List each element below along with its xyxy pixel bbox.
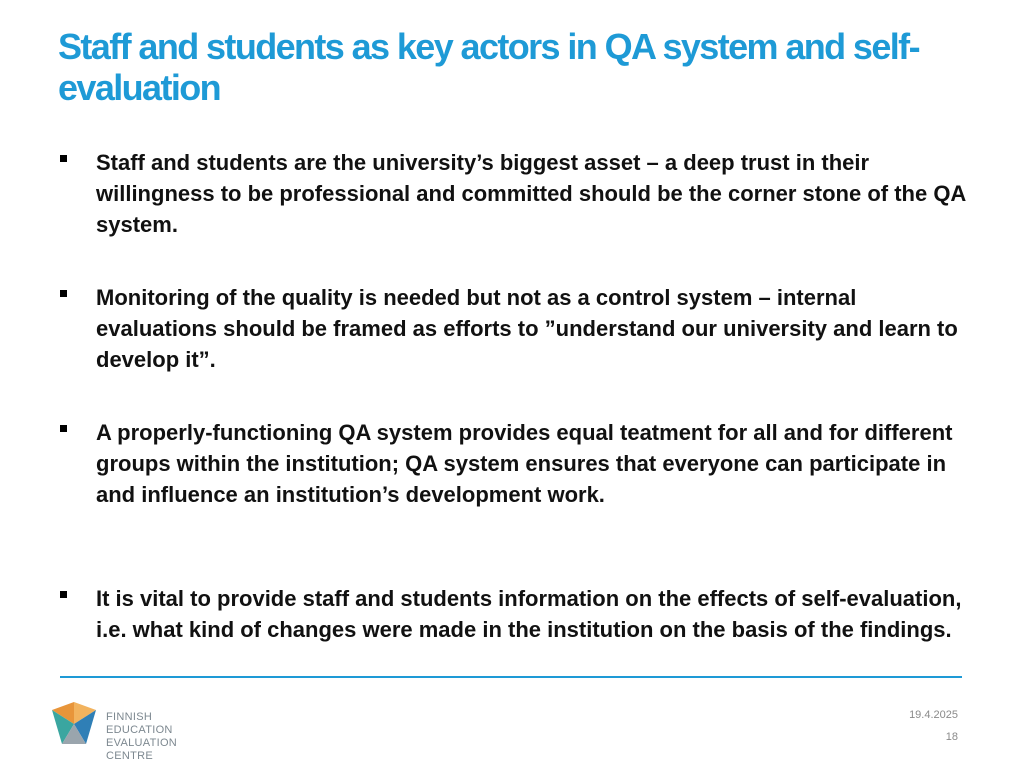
logo-triangle-icon (48, 700, 100, 748)
karvi-logo (48, 700, 218, 762)
logo-text (106, 711, 218, 763)
bullet-text: It is vital to provide staff and students information on the effects of self-evaluation, i.e. what kind of changes were made in the institution on the basis of the findings. (96, 586, 962, 642)
page-number: 18 (945, 731, 958, 743)
slide-title: Staff and students as key actors in QA system and self-evaluation (58, 26, 919, 108)
square-bullet-icon (60, 591, 67, 598)
bullet-text: Staff and students are the university’s biggest asset – a deep trust in their willingness to be professional and committed should be the corner stone of the QA system. (96, 150, 966, 237)
square-bullet-icon (60, 155, 67, 162)
bullet-text: A properly-functioning QA system provides equal teatment for all and for different groups within the institution; QA system ensures that everyone can participate in and influence an institution’s development work. (96, 420, 953, 507)
square-bullet-icon (60, 425, 67, 432)
slide-date: 19.4.2025 (909, 709, 958, 721)
logo-line-2: EVALUATION CENTRE (106, 737, 178, 762)
footer-divider (60, 676, 962, 678)
square-bullet-icon (60, 290, 67, 297)
logo-line-1: FINNISH EDUCATION (106, 711, 173, 736)
bullet-text: Monitoring of the quality is needed but not as a control system – internal evaluations should be framed as efforts to ”understand our university and learn to develop it”. (96, 285, 958, 372)
